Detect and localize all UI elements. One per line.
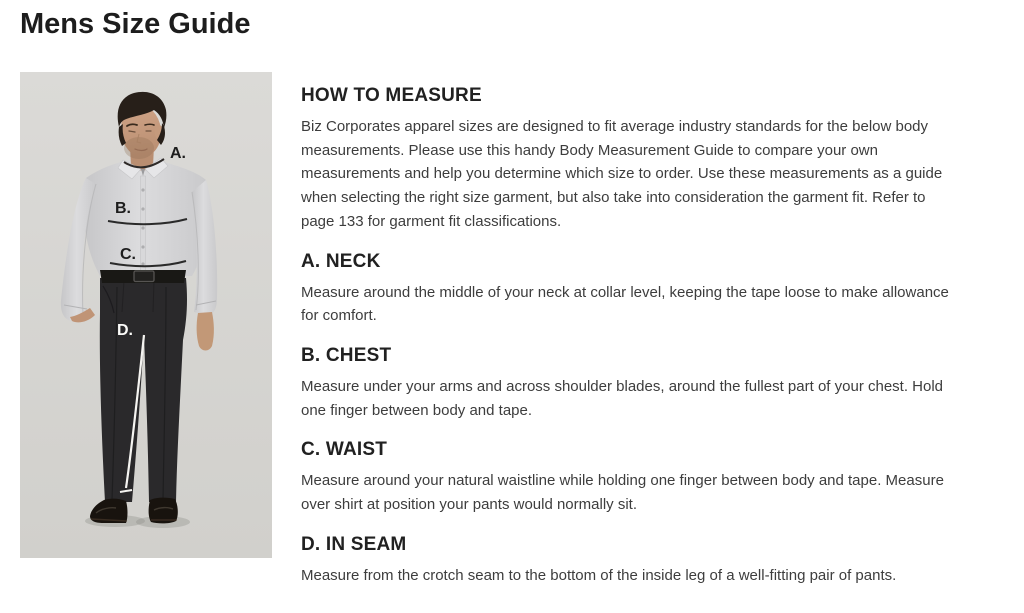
section-heading-how-to-measure: HOW TO MEASURE bbox=[301, 85, 482, 106]
label-neck: A. bbox=[170, 145, 186, 162]
section-chest bbox=[301, 345, 956, 422]
section-how-to-measure bbox=[301, 85, 956, 234]
label-waist: C. bbox=[120, 246, 136, 263]
section-body-how-to-measure: Biz Corporates apparel sizes are designed to fit average industry standards for the below body measurements. Please use this handy Body Measurement Guide to compare your own measurements and help you determine which size to order. Use these measurements as a guide when selecting the right size garment, but also take into consideration the garment fit. Refer to page 133 for garment fit classifications. bbox=[301, 118, 943, 230]
section-body-chest: Measure under your arms and across shoulder blades, around the fullest part of your chest. Hold one finger between body and tape. bbox=[301, 377, 944, 419]
shirt-torso bbox=[84, 160, 209, 276]
measurement-photo-illustration bbox=[20, 72, 272, 558]
page-title: Mens Size Guide bbox=[20, 8, 251, 40]
section-inseam bbox=[301, 534, 956, 588]
section-heading-waist: C. WAIST bbox=[301, 439, 388, 461]
section-heading-neck: A. NECK bbox=[301, 250, 381, 272]
label-chest: B. bbox=[115, 200, 131, 217]
section-heading-inseam: D. IN SEAM bbox=[301, 533, 407, 555]
section-neck bbox=[301, 251, 956, 328]
section-heading-chest: B. CHEST bbox=[301, 344, 392, 366]
measurement-photo bbox=[20, 72, 272, 558]
belt bbox=[100, 270, 186, 283]
section-body-inseam: Measure from the crotch seam to the bottom of the inside leg of a well-fitting pair of pants. bbox=[301, 566, 897, 584]
section-body-waist: Measure around your natural waistline while holding one finger between body and tape. Measure over shirt at position your pants would normally sit. bbox=[301, 472, 944, 514]
section-body-neck: Measure around the middle of your neck at collar level, keeping the tape loose to make allowance for comfort. bbox=[301, 283, 949, 325]
section-waist bbox=[301, 439, 956, 516]
right-hand bbox=[197, 312, 214, 351]
label-inseam: D. bbox=[117, 322, 133, 339]
measurement-instructions bbox=[301, 72, 956, 604]
content-area bbox=[20, 72, 1004, 604]
